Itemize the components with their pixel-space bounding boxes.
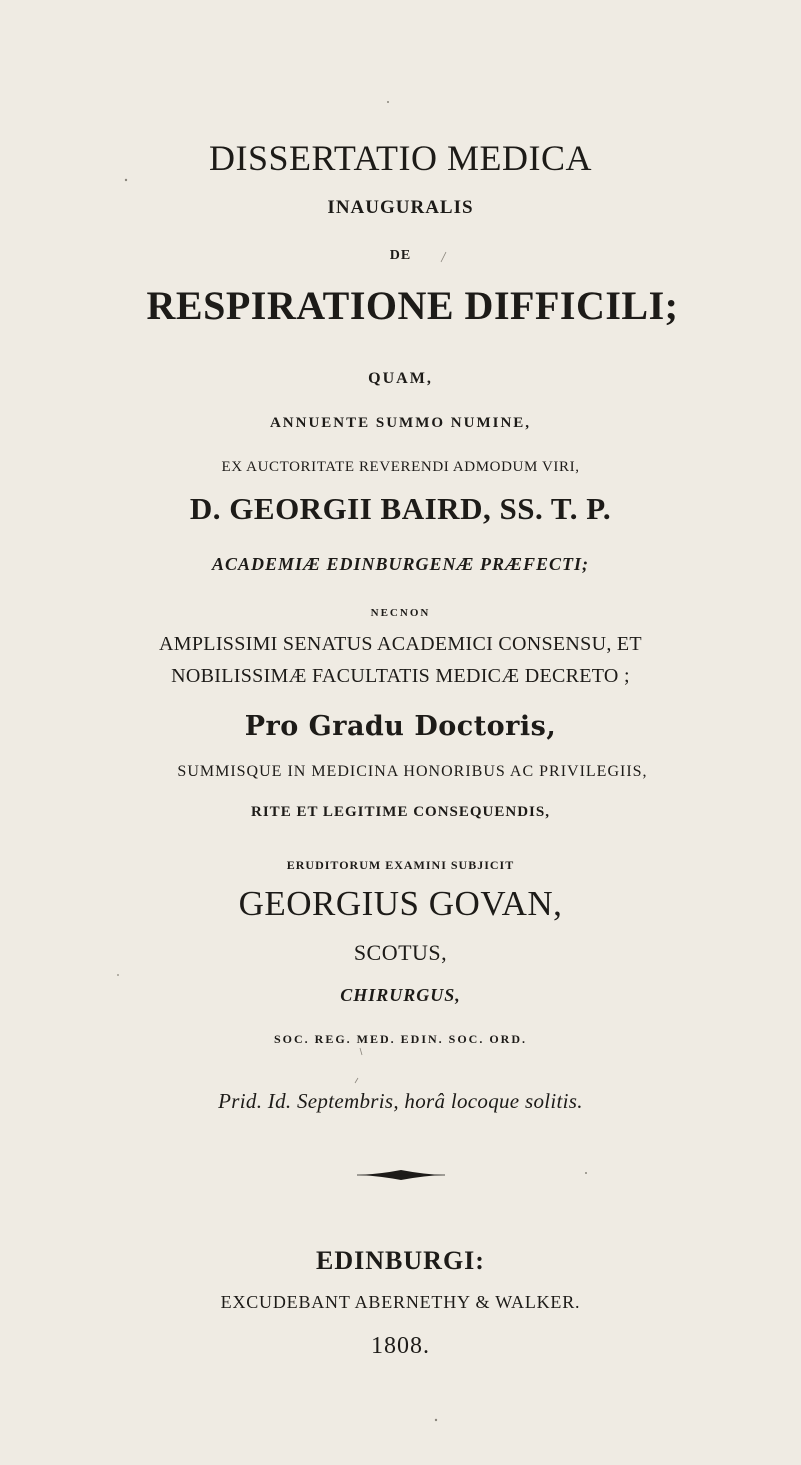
society-line: SOC. REG. MED. EDIN. SOC. ORD.	[273, 1032, 528, 1046]
profession-line: CHIRURGUS,	[340, 985, 461, 1005]
facultatis-line: NOBILISSIMÆ FACULTATIS MEDICÆ DECRETO ;	[171, 665, 630, 687]
senatus-line: AMPLISSIMI SENATUS ACADEMICI CONSENSU, ET	[159, 633, 642, 655]
gradu-doctoris-line: Pro Gradu Doctoris,	[244, 711, 557, 742]
annuente-line: ANNUENTE SUMMO NUMINE,	[269, 415, 532, 431]
de-line: DE	[389, 248, 412, 263]
rector-name: D. GEORGII BAIRD, SS. T. P.	[189, 491, 612, 526]
rule-ornament-icon	[357, 1167, 445, 1183]
nationality-line: SCOTUS,	[353, 940, 448, 965]
date-line: Prid. Id. Septembris, horâ locoque solitis.	[218, 1089, 583, 1113]
rite-line: RITE ET LEGITIME CONSEQUENDIS,	[251, 804, 550, 820]
imprint-printer: EXCUDEBANT ABERNETHY & WALKER.	[220, 1292, 581, 1312]
summisque-line: SUMMISQUE IN MEDICINA HONORIBUS AC PRIVILEGIIS,	[177, 763, 648, 780]
subject-title: RESPIRATIONE DIFFICILI;	[146, 283, 679, 328]
dissertation-title: DISSERTATIO MEDICA	[209, 138, 592, 178]
inauguralis-line: INAUGURALIS	[327, 197, 474, 218]
quam-line: QUAM,	[368, 370, 433, 387]
eruditorum-line: ERUDITORUM EXAMINI SUBJICIT	[286, 858, 515, 872]
auctoritate-line: EX AUCTORITATE REVERENDI ADMODUM VIRI,	[221, 459, 580, 475]
imprint-city: EDINBURGI:	[316, 1246, 485, 1275]
author-name: GEORGIUS GOVAN,	[238, 884, 563, 923]
academiae-line: ACADEMIÆ EDINBURGENÆ PRÆFECTI;	[211, 554, 590, 574]
necnon-line: NECNON	[370, 607, 431, 619]
imprint-year: 1808.	[371, 1333, 430, 1359]
